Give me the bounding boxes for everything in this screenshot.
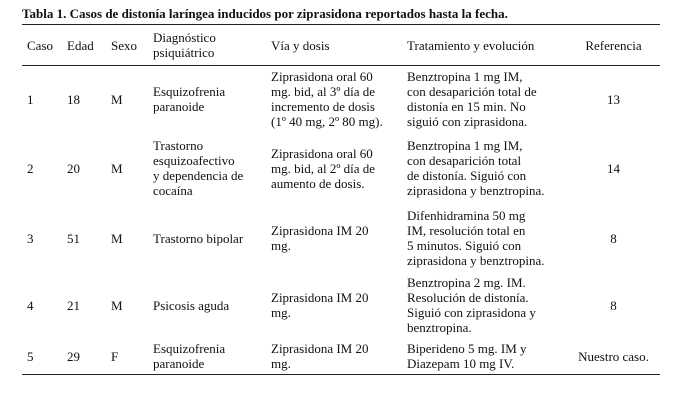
cell-caso: 5 <box>22 338 67 375</box>
cell-caso: 3 <box>27 230 34 246</box>
cell-tratamiento: Biperideno 5 mg. IM y Diazepam 10 mg IV. <box>407 338 567 375</box>
cell-via-dosis: Ziprasidona IM 20 mg. <box>271 223 369 253</box>
cell-referencia: 14 <box>607 160 620 176</box>
cell-caso: 4 <box>27 297 34 313</box>
cell-tratamiento: Benztropina 1 mg IM, con desaparición total de distonía en 15 min. No siguió con ziprasidona. <box>407 69 537 129</box>
cell-via-dosis: Ziprasidona oral 60 mg. bid, al 3º día de incremento de dosis (1º 40 mg, 2º 80 mg). <box>271 69 383 129</box>
cell-edad: 29 <box>67 338 111 375</box>
cell-sexo: M <box>111 230 123 246</box>
cell-diagnostico: Esquizofrenia paranoide <box>153 338 271 375</box>
cell-referencia: 8 <box>610 297 617 313</box>
cell-referencia: Nuestro caso. <box>567 338 660 375</box>
cell-sexo: M <box>111 160 123 176</box>
table-row <box>22 132 660 204</box>
table-row <box>22 272 660 338</box>
cell-sexo: F <box>111 338 153 375</box>
cell-via-dosis: Ziprasidona IM 20 mg. <box>271 290 369 320</box>
table-body <box>22 66 660 375</box>
cell-diagnostico: Esquizofrenia paranoide <box>153 84 226 114</box>
header-caso: Caso <box>22 25 67 66</box>
cell-via-dosis: Ziprasidona IM 20 mg. <box>271 338 407 375</box>
cell-edad: 21 <box>67 297 80 313</box>
cell-tratamiento: Benztropina 2 mg. IM. Resolución de distonía. Siguió con ziprasidona y benztropina. <box>407 275 536 335</box>
cell-diagnostico: Trastorno bipolar <box>153 230 244 246</box>
table-row <box>22 338 660 375</box>
cell-diagnostico: Psicosis aguda <box>153 297 230 313</box>
cell-tratamiento: Benztropina 1 mg IM, con desaparición total de distonía. Siguió con ziprasidona y benztropina. <box>407 138 545 198</box>
header-via-dosis: Vía y dosis <box>271 25 407 66</box>
header-tratamiento: Tratamiento y evolución <box>407 25 567 66</box>
table-caption: Tabla 1. Casos de distonía laríngea inducidos por ziprasidona reportados hasta la fecha. <box>22 6 508 21</box>
cell-edad: 20 <box>67 160 80 176</box>
cell-via-dosis: Ziprasidona oral 60 mg. bid, al 2º día de aumento de dosis. <box>271 145 376 191</box>
header-row <box>22 25 660 66</box>
header-sexo: Sexo <box>111 25 153 66</box>
cell-caso: 2 <box>27 160 34 176</box>
header-referencia: Referencia <box>567 25 660 66</box>
cell-edad: 51 <box>67 230 80 246</box>
header-diagnostico: Diagnóstico psiquiátrico <box>153 25 271 66</box>
table-row <box>22 204 660 272</box>
cell-tratamiento: Difenhidramina 50 mg IM, resolución total en 5 minutos. Siguió con ziprasidona y benztropina. <box>407 208 545 268</box>
cell-sexo: M <box>111 297 123 313</box>
cases-table <box>22 24 660 375</box>
cell-diagnostico: Trastorno esquizoafectivo y dependencia de cocaína <box>153 138 244 198</box>
cell-caso: 1 <box>27 91 34 107</box>
table-row <box>22 66 660 133</box>
cell-referencia: 8 <box>610 230 617 246</box>
cell-sexo: M <box>111 91 123 107</box>
cell-edad: 18 <box>67 91 80 107</box>
cell-referencia: 13 <box>607 91 620 107</box>
header-edad: Edad <box>67 25 111 66</box>
table-header <box>22 25 660 66</box>
